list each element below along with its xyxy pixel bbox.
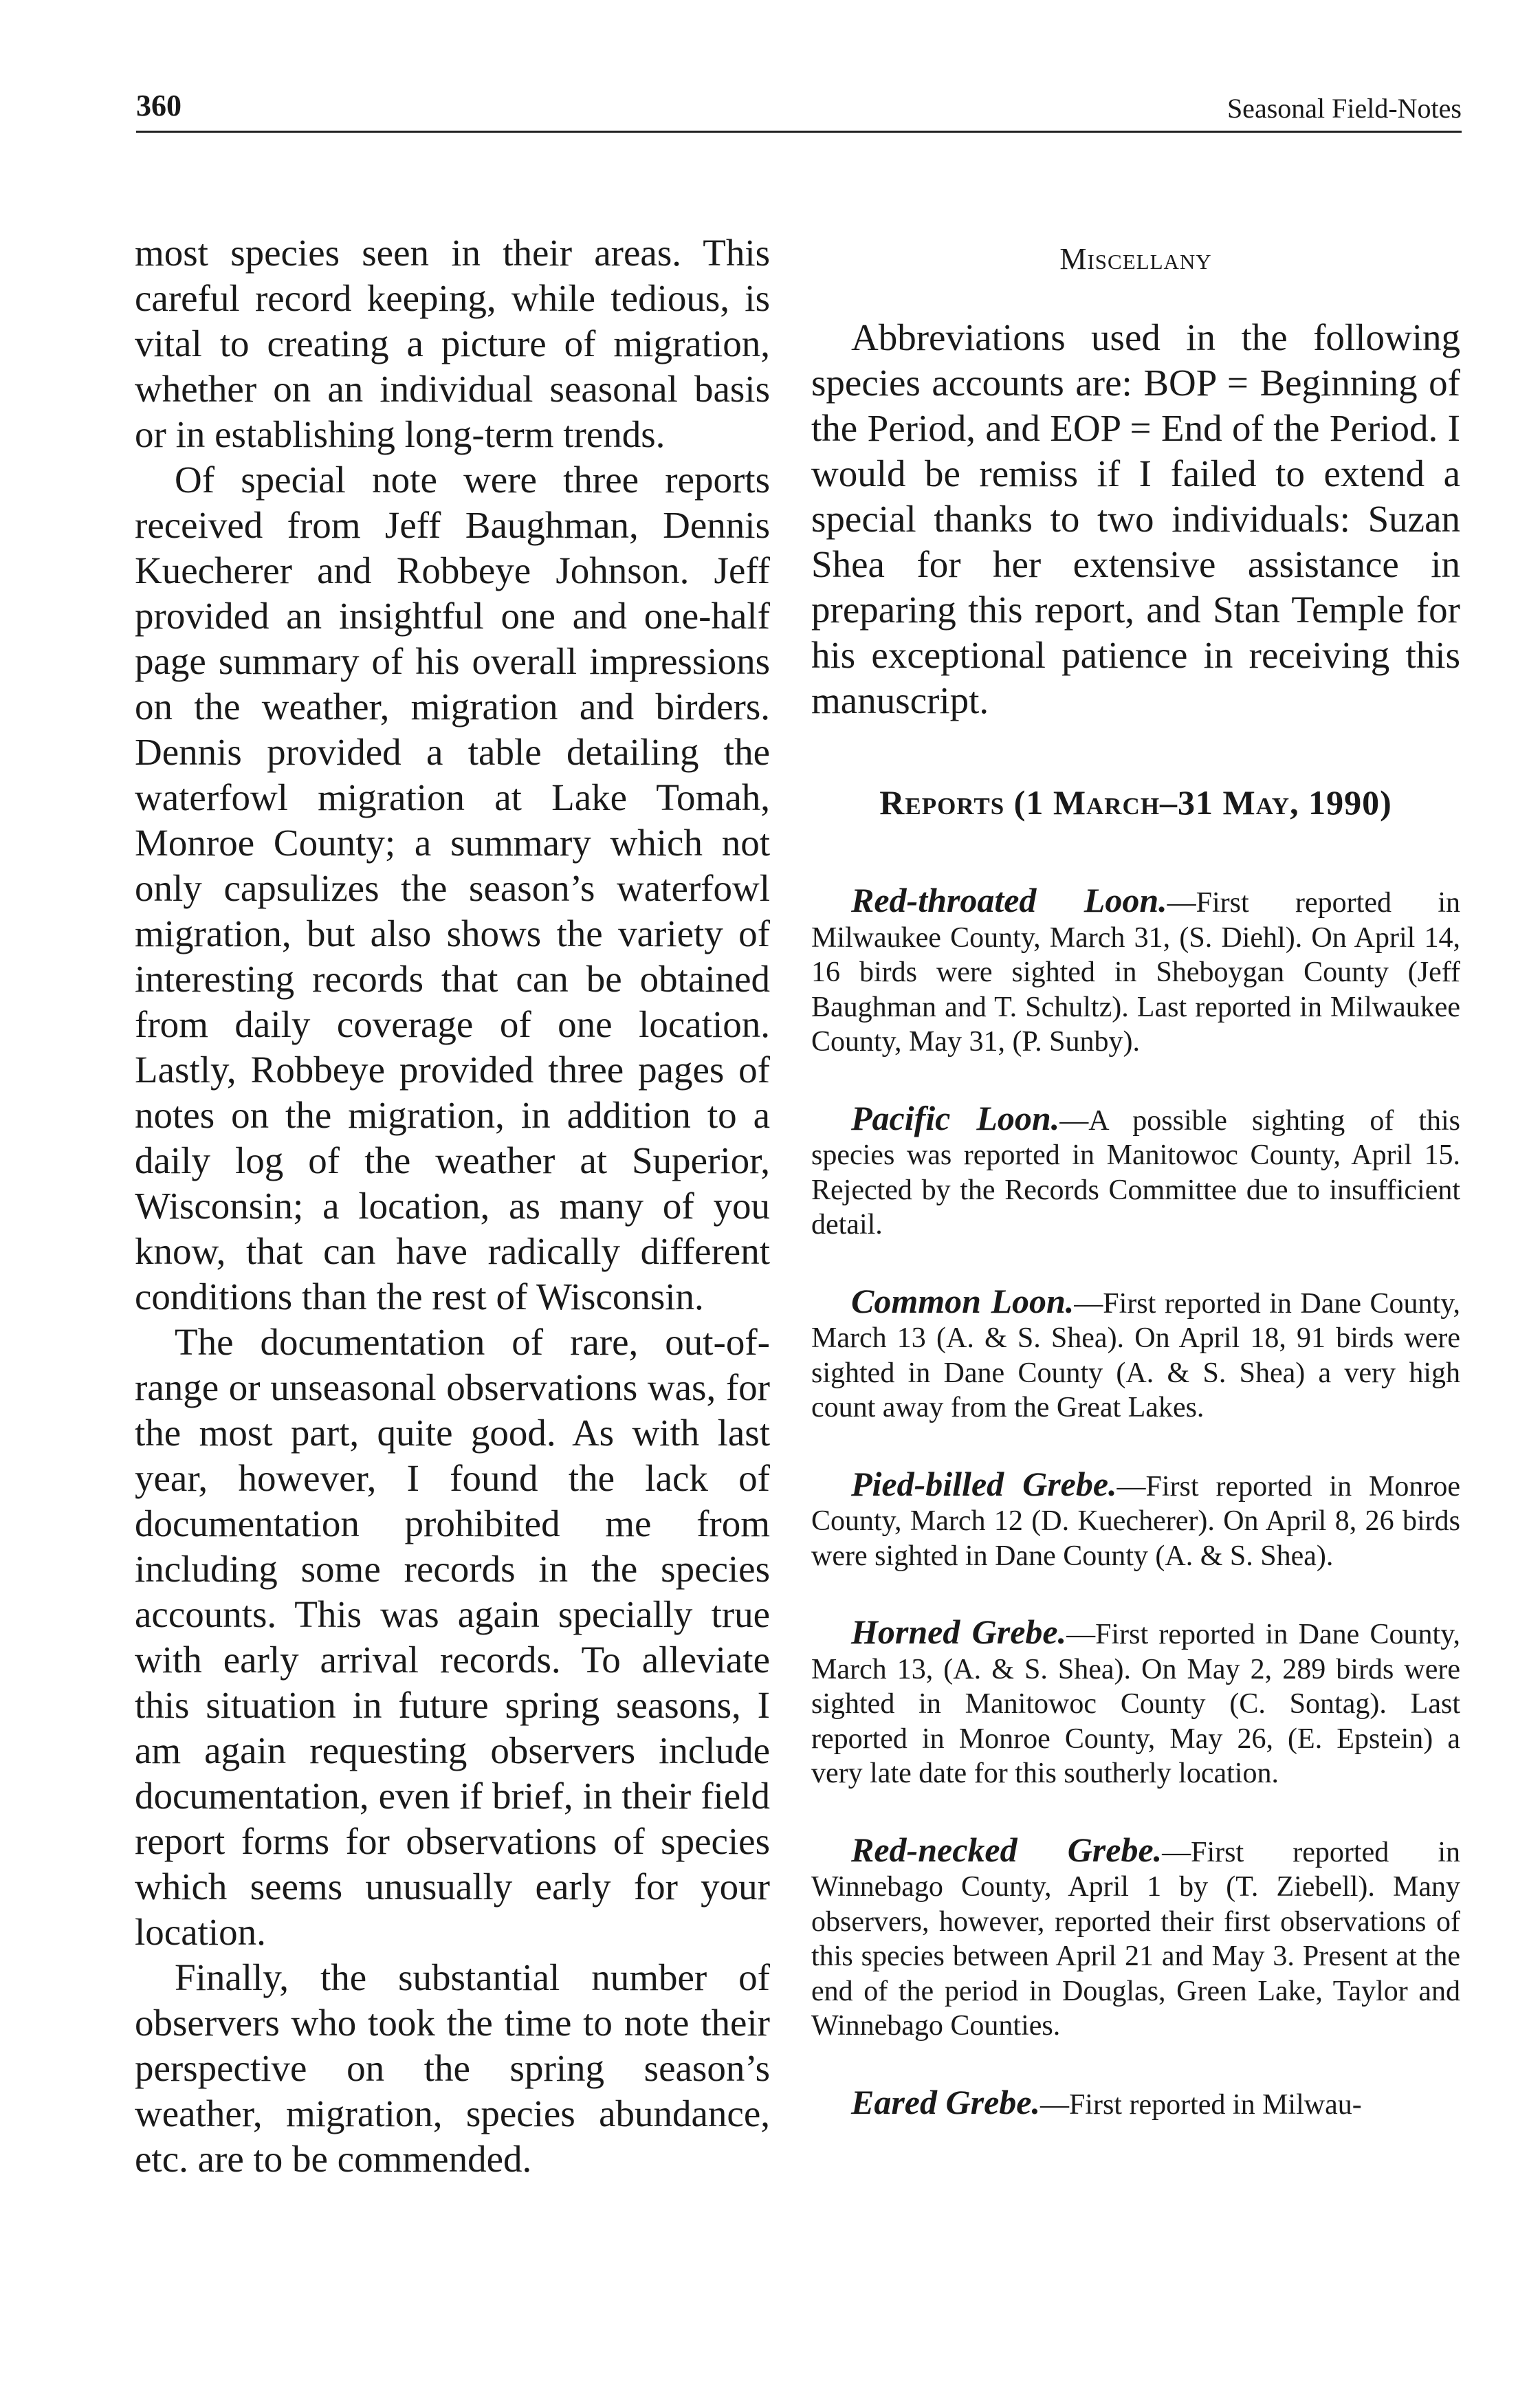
abbreviations-paragraph: Abbreviations used in the following species accounts are: BOP = Beginning of the Period, and EOP = End of the Period. I would be remiss if I failed to extend a special thanks to two individuals: Suzan Shea for her extensive assistance in preparing this report, and Stan Temple for his exceptional patience in receiving this manuscript. [811, 316, 1460, 721]
species-account [811, 1281, 1460, 1425]
right-column [811, 230, 1460, 2163]
species-name: Horned Grebe. [851, 1613, 1067, 1651]
paragraph: most species seen in their areas. This careful record keeping, while tedious, is vital to creating a picture of migration, whether on an individual seasonal basis or in establishing long-term trends. [135, 232, 770, 455]
species-text: —First reported in Dane County, March 13 (A. & S. Shea). On April 18, 91 birds were sighted in Dane County (A. & S. Shea) a very high count away from the Great Lakes. [811, 1287, 1460, 1423]
species-name: Pacific Loon. [851, 1098, 1060, 1137]
species-account [811, 883, 1460, 1060]
species-name: Pied-billed Grebe. [851, 1464, 1117, 1503]
paragraph: Of special note were three reports received from Jeff Baughman, Dennis Kuecherer and Robbeye Johnson. Jeff provided an insightful one and one-half page summary of his overall impressions on the weather, migration and birders. Dennis provided a table detailing the waterfowl migration at Lake Tomah, Monroe County; a summary which not only capsulizes the season’s waterfowl migration, but also shows the variety of interesting records that can be obtained from daily coverage of one location. Lastly, Robbeye provided three pages of notes on the migration, in addition to a daily log of the weather at Superior, Wisconsin; a location, as many of you know, that can have radically different conditions than the rest of Wisconsin. [135, 459, 770, 1318]
page-number: 360 [136, 89, 182, 122]
page-header [136, 83, 1462, 133]
paragraph: Finally, the substantial number of observers who took the time to note their perspective on the spring season’s weather, migration, species abundance, etc. are to be commended. [135, 1956, 770, 2180]
species-account [811, 2082, 1460, 2123]
miscellany-heading: Miscellany [1059, 242, 1212, 276]
species-name: Red-necked Grebe. [851, 1830, 1163, 1869]
species-name: Common Loon. [851, 1281, 1075, 1320]
species-account [811, 1464, 1460, 1574]
paragraph: The documentation of rare, out-of-range or unseasonal observations was, for the most part, quite good. As with last year, however, I found the lack of documentation prohibited me from including some records in the species accounts. This was again specially true with early arrival records. To alleviate this situation in future spring seasons, I am again requesting observers include documentation, even if brief, in their field report forms for observations of species which seems unusually early for your location. [135, 1321, 770, 1953]
left-column [135, 230, 770, 2182]
species-name: Eared Grebe. [851, 2082, 1040, 2121]
running-head: Seasonal Field-Notes [1226, 93, 1462, 124]
species-account [811, 1098, 1460, 1243]
reports-heading: Reports (1 March–31 May, 1990) [879, 783, 1392, 822]
species-text: —First reported in Milwau- [1040, 2088, 1362, 2121]
species-name: Red-throated Loon. [851, 881, 1167, 919]
species-text: —First reported in Milwaukee County, March 31, (S. Diehl). On April 14, 16 birds were sighted in Sheboygan County (Jeff Baughman and T. Schultz). Last reported in Milwaukee County, May 31, (P. Sunby). [811, 887, 1460, 1058]
species-account [811, 1615, 1460, 1791]
species-text: —A possible sighting of this species was reported in Manitowoc County, April 15. Rejected by the Records Committee due to insufficient detail. [811, 1104, 1460, 1241]
species-text: —First reported in Monroe County, March 12 (D. Kuecherer). On April 8, 26 birds were sighted in Dane County (A. & S. Shea). [811, 1470, 1460, 1572]
species-account [811, 1830, 1461, 2044]
species-text: —First reported in Winnebago County, April 1 by (T. Ziebell). Many observers, however, reported their first observations of this species between April 21 and May 3. Present at the end of the period in Douglas, Green Lake, Taylor and Winnebago Counties. [811, 1836, 1461, 2042]
species-text: —First reported in Dane County, March 13, (A. & S. Shea). On May 2, 289 birds were sighted in Manitowoc County (C. Sontag). Last reported in Monroe County, May 26, (E. Epstein) a very late date for this southerly location. [811, 1619, 1460, 1789]
